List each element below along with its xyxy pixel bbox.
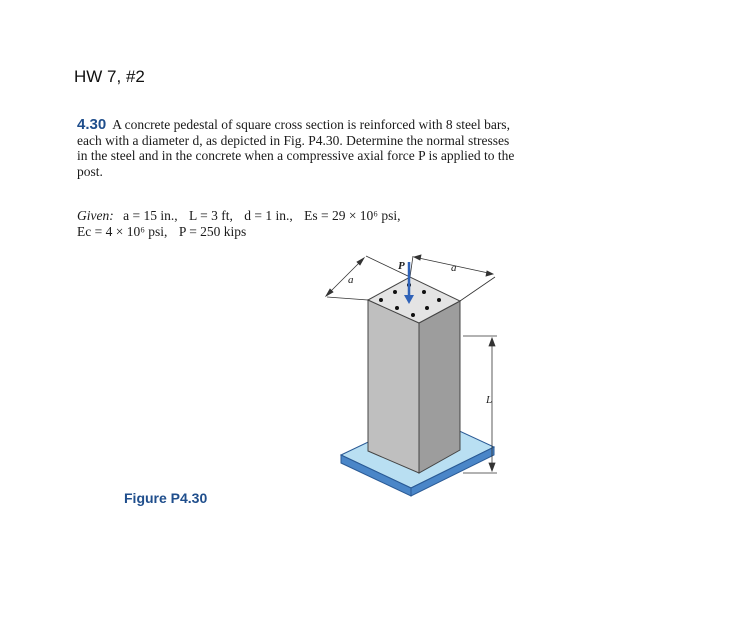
given-diameter: d = 1 in., (244, 208, 293, 223)
steel-bar (422, 290, 426, 294)
dimension-label-a-right: a (451, 262, 457, 274)
steel-bar (411, 313, 415, 317)
load-label-p: P (398, 260, 405, 272)
dimension-label-a-left: a (348, 274, 354, 286)
figure-caption: Figure P4.30 (124, 490, 208, 506)
given-a: a = 15 in., (123, 208, 178, 223)
steel-bar (393, 290, 397, 294)
given-length: L = 3 ft, (188, 208, 233, 223)
problem-number: 4.30 (77, 116, 107, 133)
given-steel-modulus: Es = 29 × 10⁶ psi, (304, 208, 401, 223)
homework-title: HW 7, #2 (74, 67, 145, 86)
given-concrete-modulus: Ec = 4 × 10⁶ psi, (77, 224, 168, 239)
problem-statement: A concrete pedestal of square cross section is reinforced with 8 steel bars, each with a diameter d, as depicted in Fig. P4.30. Determine the normal stresses in the steel and in the concrete when a compressive axial force P is applied to the post. (77, 117, 515, 179)
given-label: Given: (77, 208, 114, 223)
dimension-label-length: L (486, 394, 493, 406)
steel-bar (425, 306, 429, 310)
given-load: P = 250 kips (178, 224, 247, 239)
column-front-face (368, 300, 419, 473)
steel-bar (379, 298, 383, 302)
steel-bar (395, 306, 399, 310)
column-right-face (419, 301, 460, 473)
steel-bar (437, 298, 441, 302)
